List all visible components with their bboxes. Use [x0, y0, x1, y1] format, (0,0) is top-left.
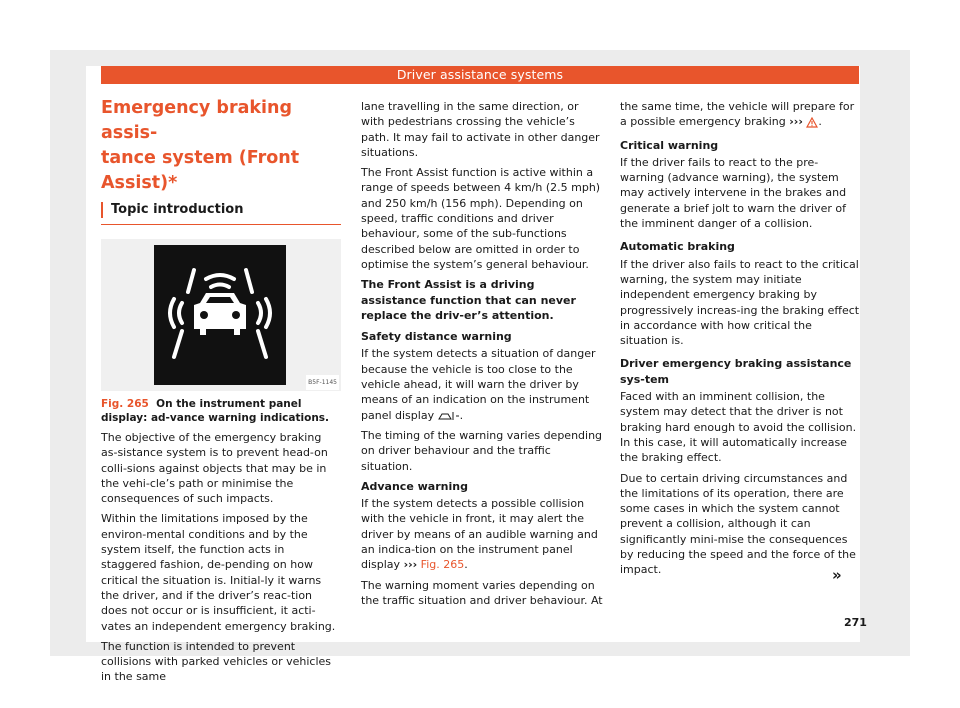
advance-warning-heading: Advance warning — [361, 479, 468, 493]
paragraph: The timing of the warning varies depending on driver behaviour and the traffic situation. — [361, 428, 603, 473]
paragraph: The warning moment varies depending on the traffic situation and driver behaviour. At — [361, 578, 603, 607]
continued-mark: » — [832, 566, 842, 584]
section-title — [101, 96, 341, 196]
paragraph: The Front Assist function is active within a range of speeds between 4 km/h (2.5 mph) and 250 km/h (156 mph). Depending on speed, traffic conditions and driver behaviour, some of the sub-functions described below are omitted in order to optimise the system’s general behaviour. — [361, 166, 601, 271]
reference-arrow: ››› — [403, 558, 418, 572]
reference-arrow: ››› — [789, 115, 803, 129]
figure-265 — [101, 239, 341, 391]
paragraph: lane travelling in the same direction, or with pedestrians crossing the vehicle’s path. It may fail to activate in other danger situations. — [361, 100, 600, 159]
paragraph: If the system detects a possible collision with the vehicle in front, it may alert the driver by means of an audible warning and an indica-tion on the instrument panel display ››› Fig. 265. — [361, 497, 598, 572]
column-1 — [101, 96, 341, 690]
paragraph: Within the limitations imposed by the environ-mental conditions and by the system itself, the function acts in staggered fashion, de-pending on how critical the situation is. Initial-ly it warns the driver, and if the driver’s reac-tion does not occur or is insufficient, it acti-vates an independent emergency braking. — [101, 512, 336, 633]
front-assist-warning-icon — [154, 245, 286, 385]
section-title-line-2: tance system (Front Assist)* — [101, 148, 300, 193]
chapter-header: Driver assistance systems — [101, 66, 859, 84]
paragraph: If the driver also fails to react to the critical warning, the system may initiate independent emergency braking by progressively increas-ing the braking effect in accordance with how critical the situation is. — [620, 257, 860, 348]
instrument-display — [154, 245, 286, 385]
figure-caption-number: Fig. 265 — [101, 398, 149, 410]
figure-caption-text: On the instrument panel display: ad-vance warning indications. — [101, 398, 330, 424]
driver-braking-assist-heading: Driver emergency braking assistance sys-tem — [620, 357, 852, 386]
topic-heading — [101, 202, 341, 225]
paragraph: Due to certain driving circumstances and the limitations of its operation, there are some cases in which the system cannot prevent a collision, although it can significantly mini-mise the consequences by reducing the speed and the force of the impact. — [620, 471, 856, 577]
critical-warning-heading: Critical warning — [620, 138, 719, 152]
figure-link[interactable]: Fig. 265 — [420, 558, 465, 572]
advance-warning-text: If the system detects a possible collision with the vehicle in front, it may alert the driver by means of an audible warning and an indica-tion on the instrument panel display — [361, 497, 598, 572]
section-title-line-1: Emergency braking assis- — [101, 98, 293, 143]
emergency-prep-text: the same time, the vehicle will prepare for a possible emergency braking — [620, 100, 855, 129]
paragraph: The function is intended to prevent collisions with parked vehicles or vehicles in the same — [101, 639, 332, 684]
safety-distance-text: If the system detects a situation of danger because the vehicle is too close to the vehicle ahead, it will warn the driver by means of an indication on the instrument panel display — [361, 347, 596, 422]
safety-distance-heading: Safety distance warning — [361, 330, 512, 344]
paragraph: If the system detects a situation of danger because the vehicle is too close to the vehicle ahead, it will warn the driver by means of an indication on the instrument panel display . — [361, 347, 596, 422]
figure-code: B5F-1145 — [306, 375, 339, 390]
figure-caption — [101, 397, 341, 425]
topic-accent-bar — [101, 202, 103, 218]
warning-triangle-icon[interactable] — [806, 117, 818, 128]
paragraph: The objective of the emergency braking as-sistance system is to prevent head-on colli-sions against objects that may be in the vehi-cle’s path or minimise the consequences of such impacts. — [101, 431, 328, 506]
automatic-braking-heading: Automatic braking — [620, 240, 735, 254]
column-3 — [620, 99, 860, 583]
distance-warning-icon — [438, 411, 460, 421]
paragraph: Faced with an imminent collision, the system may detect that the driver is not braking hard enough to avoid the collision. In this case, it will automatically increase the braking effect. — [620, 390, 857, 465]
page-number: 271 — [844, 616, 867, 629]
bold-note: The Front Assist is a driving assistance function that can never replace the driv-er’s attention. — [361, 278, 576, 322]
topic-heading-text: Topic introduction — [111, 202, 244, 218]
paragraph: If the driver fails to react to the pre-warning (advance warning), the system may actively intervene in the brakes and generate a brief jolt to warn the driver of the imminent danger of a collision. — [620, 155, 847, 231]
column-2 — [361, 99, 603, 613]
paragraph: the same time, the vehicle will prepare for a possible emergency braking ››› . — [620, 100, 855, 129]
